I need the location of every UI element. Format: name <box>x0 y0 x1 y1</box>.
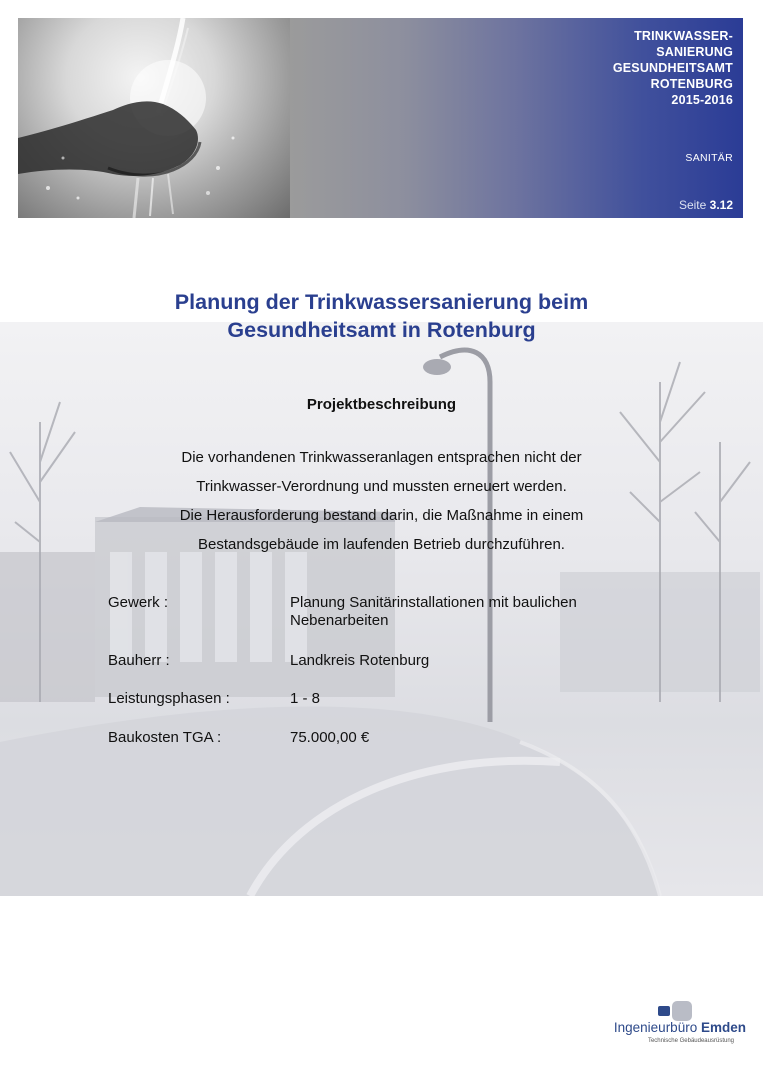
page-prefix: Seite <box>678 198 707 212</box>
banner-project-title <box>433 28 733 108</box>
logo-name-regular: Ingenieurbüro <box>613 1020 698 1035</box>
title-line: Planung der Trinkwassersanierung beim <box>174 290 589 314</box>
detail-label: Baukosten TGA : <box>108 729 222 746</box>
banner-title-line: ROTENBURG <box>650 77 733 91</box>
description-line: Die Herausforderung bestand darin, die Maßnahme in einem <box>179 507 584 524</box>
page-title <box>0 288 763 344</box>
banner-water-hands-image <box>18 18 290 218</box>
detail-row-bauherr <box>108 652 668 690</box>
header-banner <box>18 18 743 218</box>
detail-value: Landkreis Rotenburg <box>290 652 430 669</box>
banner-title-line: SANIERUNG <box>656 45 733 59</box>
project-description <box>0 443 763 559</box>
detail-value-line: Nebenarbeiten <box>290 612 389 629</box>
logo-mark-icon <box>658 1000 694 1022</box>
detail-value <box>290 594 650 630</box>
page-number: 3.12 <box>709 198 733 212</box>
detail-value: 1 - 8 <box>290 690 321 707</box>
banner-title-line: 2015-2016 <box>671 93 733 107</box>
banner-title-line: TRINKWASSER- <box>634 29 733 43</box>
title-line: Gesundheitsamt in Rotenburg <box>227 318 536 342</box>
description-line: Die vorhandenen Trinkwasseranlagen entsprachen nicht der <box>181 449 582 466</box>
section-heading: Projektbeschreibung <box>306 396 457 413</box>
detail-label: Leistungsphasen : <box>108 690 230 707</box>
project-details <box>108 594 668 759</box>
detail-value-line: Planung Sanitärinstallationen mit baulichen <box>290 594 577 611</box>
detail-value: 75.000,00 € <box>290 729 370 746</box>
logo-name-bold: Emden <box>700 1020 746 1035</box>
description-line: Bestandsgebäude im laufenden Betrieb durchzuführen. <box>198 536 565 553</box>
detail-row-gewerk <box>108 594 668 652</box>
detail-row-leistungsphasen <box>108 690 668 729</box>
logo-name <box>606 1020 746 1035</box>
detail-row-baukosten <box>108 729 668 759</box>
description-line: Trinkwasser-Verordnung und mussten erneuert werden. <box>196 478 567 495</box>
page-indicator <box>679 198 733 212</box>
logo-subtitle: Technische Gebäudeausrüstung <box>647 1038 734 1044</box>
detail-label: Gewerk : <box>108 594 169 611</box>
banner-category: SANITÄR <box>685 152 733 164</box>
company-logo <box>606 998 746 1048</box>
detail-label: Bauherr : <box>108 652 170 669</box>
banner-title-line: GESUNDHEITSAMT <box>612 61 733 75</box>
